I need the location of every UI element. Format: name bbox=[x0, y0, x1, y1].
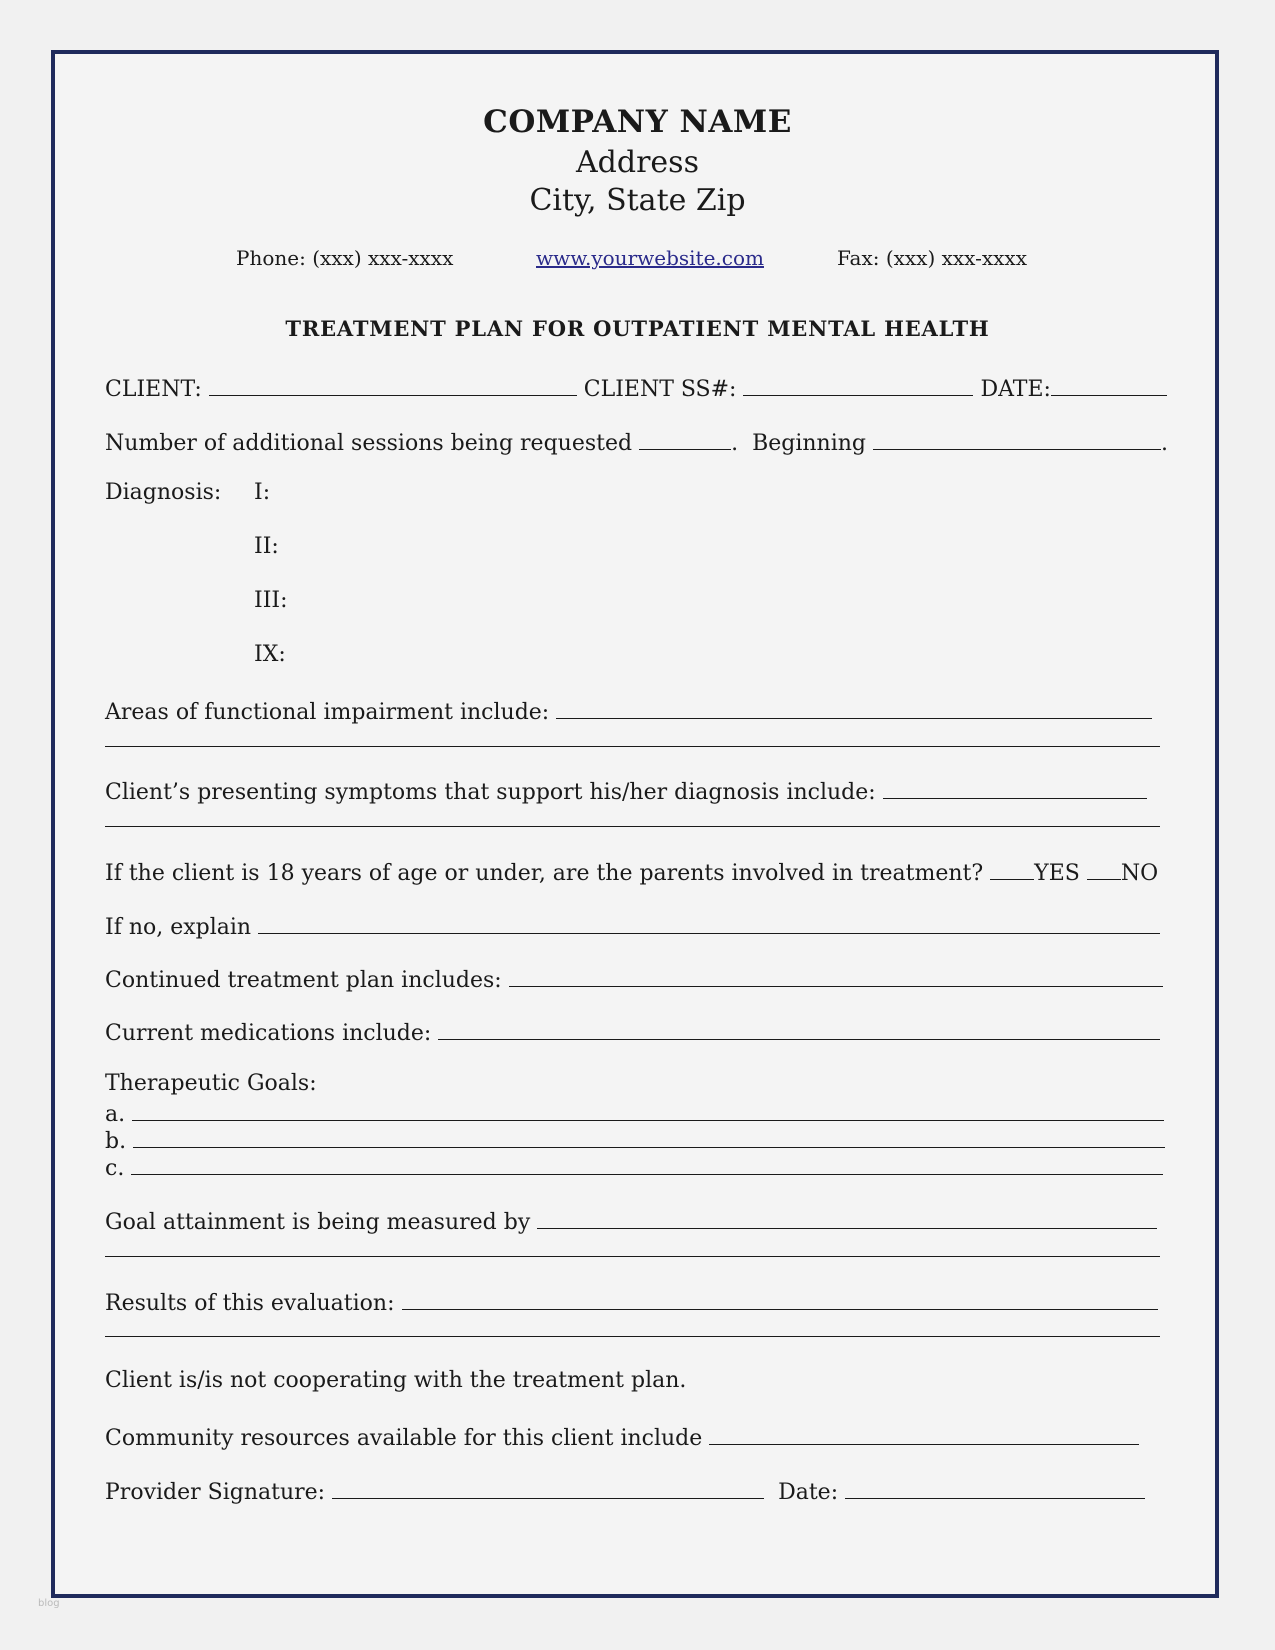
results-row bbox=[105, 1287, 1158, 1316]
community-row bbox=[105, 1422, 1139, 1451]
goal-attainment-field-continued[interactable] bbox=[105, 1256, 1160, 1257]
signature-date-label: Date: bbox=[778, 1480, 839, 1505]
company-city-state-zip: City, State Zip bbox=[529, 183, 746, 218]
signature-field[interactable] bbox=[332, 1476, 764, 1499]
diagnosis-axis-1: I: bbox=[254, 480, 271, 505]
if-no-field[interactable] bbox=[258, 911, 1160, 934]
company-website-link[interactable]: www.yourwebsite.com bbox=[536, 246, 764, 270]
goal-c-label: c. bbox=[105, 1156, 125, 1181]
client-field[interactable] bbox=[209, 373, 577, 396]
symptoms-field[interactable] bbox=[883, 776, 1147, 799]
continued-plan-field[interactable] bbox=[509, 964, 1163, 987]
goal-attainment-field[interactable] bbox=[537, 1206, 1157, 1229]
beginning-field[interactable] bbox=[873, 427, 1161, 450]
functional-impairment-field-continued[interactable] bbox=[105, 746, 1160, 747]
community-field[interactable] bbox=[709, 1422, 1139, 1445]
client-row bbox=[105, 373, 1167, 402]
beginning-period: . bbox=[1161, 431, 1169, 456]
page-border bbox=[51, 50, 1219, 1598]
goal-b-label: b. bbox=[105, 1129, 127, 1154]
continued-plan-label: Continued treatment plan includes: bbox=[105, 968, 502, 993]
client-label: CLIENT: bbox=[105, 377, 202, 402]
if-no-label: If no, explain bbox=[105, 915, 252, 940]
results-field-continued[interactable] bbox=[105, 1336, 1160, 1337]
no-field[interactable] bbox=[1087, 857, 1121, 880]
goal-attainment-row bbox=[105, 1206, 1157, 1235]
goal-attainment-label: Goal attainment is being measured by bbox=[105, 1210, 531, 1235]
diagnosis-axis-4: IX: bbox=[254, 642, 286, 667]
yes-field[interactable] bbox=[990, 857, 1034, 880]
company-name: COMPANY NAME bbox=[483, 104, 792, 140]
date-field[interactable] bbox=[1051, 373, 1167, 396]
goal-c-row bbox=[105, 1152, 1163, 1181]
symptoms-label: Client’s presenting symptoms that support his/her diagnosis include: bbox=[105, 780, 876, 805]
sessions-row bbox=[105, 427, 1168, 456]
company-phone: Phone: (xxx) xxx-xxxx bbox=[236, 246, 454, 270]
parents-row bbox=[105, 857, 1158, 886]
community-label: Community resources available for this client include bbox=[105, 1426, 703, 1451]
medications-field[interactable] bbox=[438, 1017, 1160, 1040]
sessions-label: Number of additional sessions being requested bbox=[105, 431, 633, 456]
diagnosis-axis-3: III: bbox=[254, 588, 288, 613]
client-ss-label: CLIENT SS#: bbox=[583, 377, 737, 402]
diagnosis-label: Diagnosis: bbox=[105, 480, 222, 505]
symptoms-field-continued[interactable] bbox=[105, 826, 1160, 827]
goals-label: Therapeutic Goals: bbox=[105, 1071, 317, 1096]
functional-impairment-row bbox=[105, 696, 1152, 725]
cooperation-statement: Client is/is not cooperating with the treatment plan. bbox=[105, 1368, 687, 1393]
goal-b-field[interactable] bbox=[133, 1125, 1165, 1148]
parents-question: If the client is 18 years of age or under, are the parents involved in treatment? bbox=[105, 861, 984, 886]
sessions-field[interactable] bbox=[639, 427, 731, 450]
goal-c-field[interactable] bbox=[131, 1152, 1163, 1175]
form-title: TREATMENT PLAN FOR OUTPATIENT MENTAL HEALTH bbox=[285, 316, 990, 341]
signature-row bbox=[105, 1476, 1145, 1505]
watermark: blog bbox=[38, 1598, 60, 1609]
functional-impairment-field[interactable] bbox=[556, 696, 1152, 719]
company-fax: Fax: (xxx) xxx-xxxx bbox=[837, 246, 1027, 270]
functional-impairment-label: Areas of functional impairment include: bbox=[105, 700, 550, 725]
diagnosis-axis-2: II: bbox=[254, 534, 279, 559]
medications-label: Current medications include: bbox=[105, 1021, 432, 1046]
sessions-period: . bbox=[731, 431, 739, 456]
goal-b-row bbox=[105, 1125, 1165, 1154]
results-label: Results of this evaluation: bbox=[105, 1291, 395, 1316]
results-field[interactable] bbox=[402, 1287, 1158, 1310]
symptoms-row bbox=[105, 776, 1147, 805]
date-label: DATE: bbox=[980, 377, 1051, 402]
beginning-label: Beginning bbox=[752, 431, 867, 456]
client-ss-field[interactable] bbox=[743, 373, 973, 396]
signature-label: Provider Signature: bbox=[105, 1480, 326, 1505]
company-address: Address bbox=[576, 145, 699, 180]
medications-row bbox=[105, 1017, 1160, 1046]
if-no-row bbox=[105, 911, 1160, 940]
goal-a-row bbox=[105, 1098, 1164, 1127]
goal-a-label: a. bbox=[105, 1102, 126, 1127]
signature-date-field[interactable] bbox=[845, 1476, 1145, 1499]
goal-a-field[interactable] bbox=[132, 1098, 1164, 1121]
yes-label: YES bbox=[1034, 861, 1080, 886]
no-label: NO bbox=[1120, 861, 1159, 886]
continued-plan-row bbox=[105, 964, 1163, 993]
